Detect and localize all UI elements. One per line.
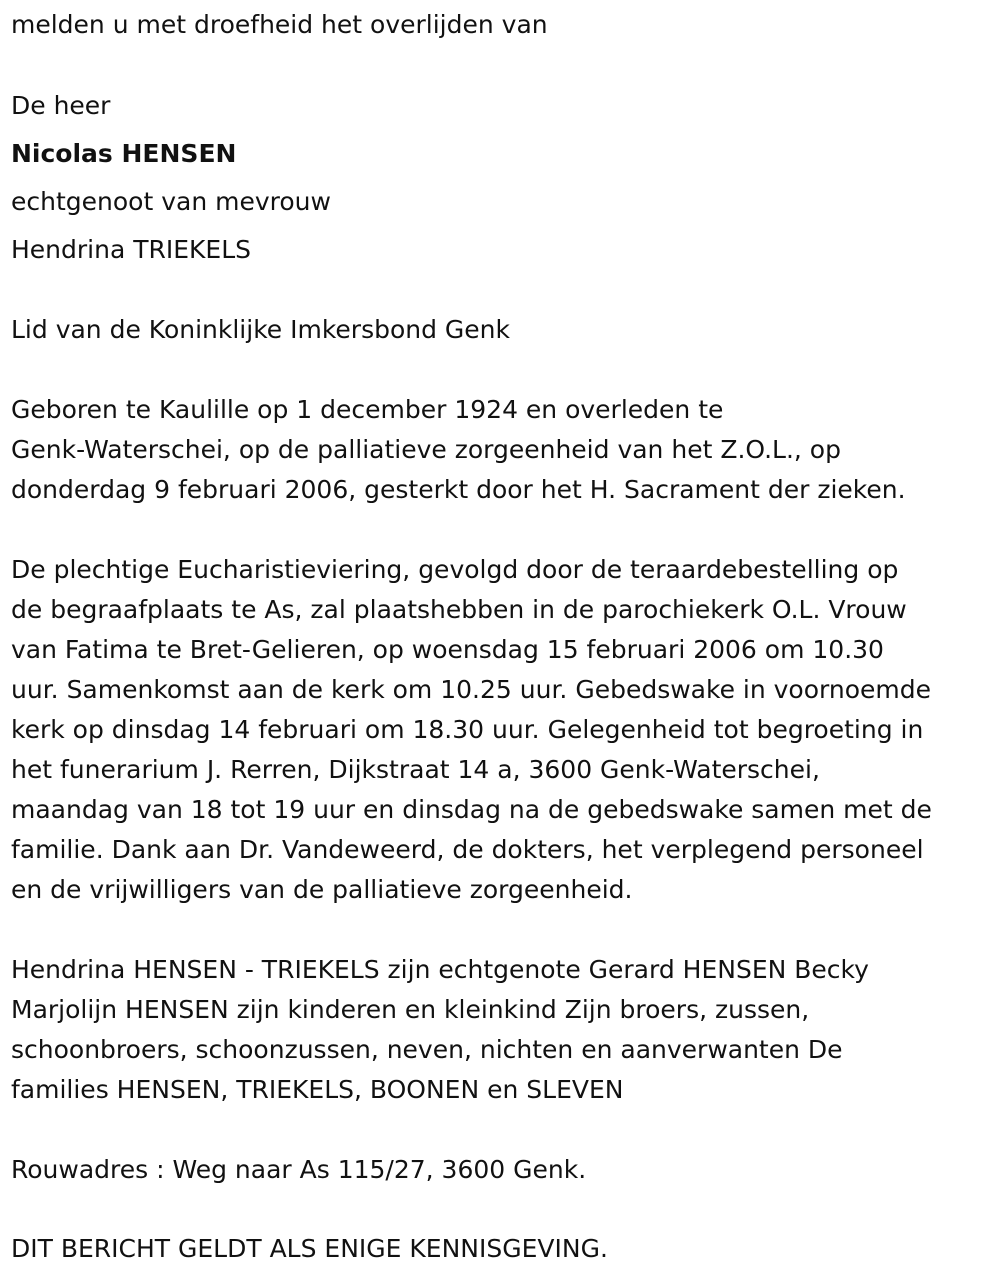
birth-death-paragraph <box>11 390 986 510</box>
family-line: schoonbroers, schoonzussen, neven, nichten en aanverwanten De <box>11 1035 843 1064</box>
family-line: Marjolijn HENSEN zijn kinderen en kleinkind Zijn broers, zussen, <box>11 995 810 1024</box>
birth-death-line: Geboren te Kaulille op 1 december 1924 en overleden te <box>11 395 724 424</box>
family-line: families HENSEN, TRIEKELS, BOONEN en SLEVEN <box>11 1075 624 1104</box>
intro-text: melden u met droefheid het overlijden van <box>11 10 548 39</box>
ceremony-line: het funerarium J. Rerren, Dijkstraat 14 a, 3600 Genk-Waterschei, <box>11 755 820 784</box>
ceremony-paragraph <box>11 550 986 910</box>
closing-notice: DIT BERICHT GELDT ALS ENIGE KENNISGEVING. <box>11 1234 608 1263</box>
ceremony-line: kerk op dinsdag 14 februari om 18.30 uur. Gelegenheid tot begroeting in <box>11 715 924 744</box>
mourning-address: Rouwadres : Weg naar As 115/27, 3600 Genk. <box>11 1155 587 1184</box>
family-paragraph <box>11 950 986 1110</box>
ceremony-line: uur. Samenkomst aan de kerk om 10.25 uur. Gebedswake in voornoemde <box>11 675 931 704</box>
ceremony-line: maandag van 18 tot 19 uur en dinsdag na de gebedswake samen met de <box>11 795 932 824</box>
ceremony-line: van Fatima te Bret-Gelieren, op woensdag 15 februari 2006 om 10.30 <box>11 635 884 664</box>
ceremony-line: de begraafplaats te As, zal plaatshebben in de parochiekerk O.L. Vrouw <box>11 595 907 624</box>
title-prefix: De heer <box>11 91 111 120</box>
membership-text: Lid van de Koninklijke Imkersbond Genk <box>11 315 510 344</box>
birth-death-line: donderdag 9 februari 2006, gesterkt door het H. Sacrament der zieken. <box>11 475 906 504</box>
ceremony-line: familie. Dank aan Dr. Vandeweerd, de dokters, het verplegend personeel <box>11 835 924 864</box>
spouse-name: Hendrina TRIEKELS <box>11 235 252 264</box>
birth-death-line: Genk-Waterschei, op de palliatieve zorgeenheid van het Z.O.L., op <box>11 435 841 464</box>
spouse-relation: echtgenoot van mevrouw <box>11 187 331 216</box>
ceremony-line: en de vrijwilligers van de palliatieve zorgeenheid. <box>11 875 633 904</box>
ceremony-line: De plechtige Eucharistieviering, gevolgd door de teraardebestelling op <box>11 555 899 584</box>
deceased-name: Nicolas HENSEN <box>11 139 237 168</box>
family-line: Hendrina HENSEN - TRIEKELS zijn echtgenote Gerard HENSEN Becky <box>11 955 869 984</box>
